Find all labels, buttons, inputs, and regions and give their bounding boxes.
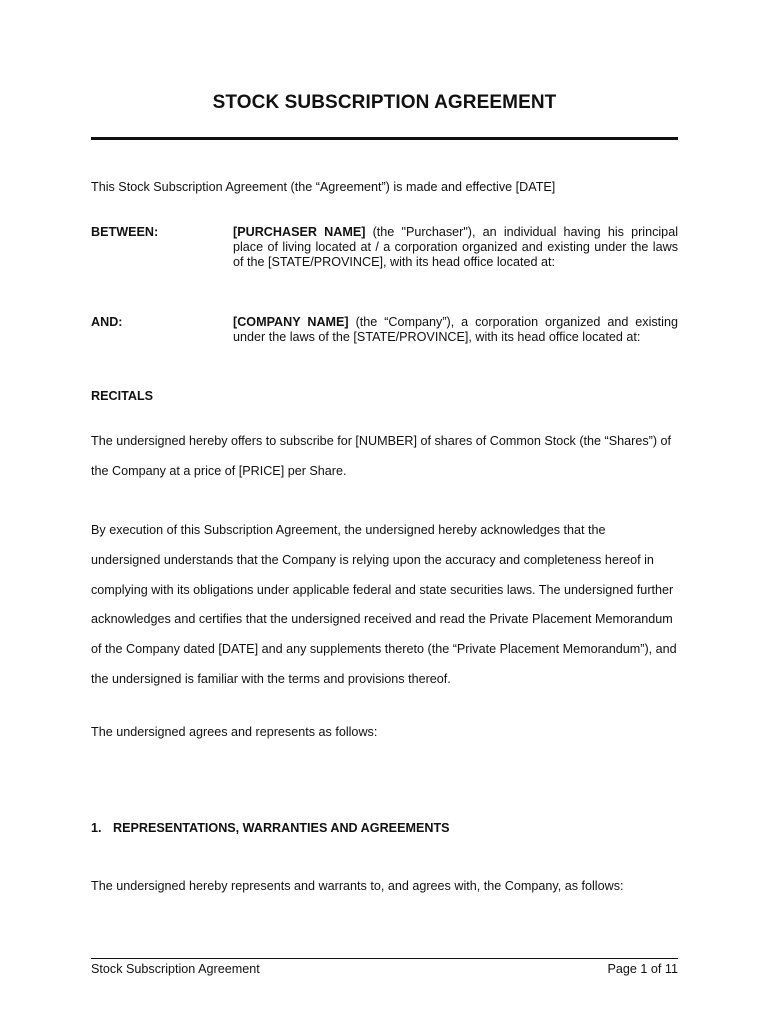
footer-document-name: Stock Subscription Agreement <box>91 962 260 976</box>
purchaser-name-placeholder: [PURCHASER NAME] <box>233 225 366 239</box>
recitals-paragraph-2: By execution of this Subscription Agreement, the undersigned hereby acknowledges that the undersigned understands that the Company is relying upon the accuracy and completeness hereof in complying with its obligations under applicable federal and state securities laws. The undersigned further acknowledges and certifies that the undersigned received and read the Private Placement Memorandum of the Company dated [DATE] and any supplements thereto (the “Private Placement Memorandum”), and the undersigned is familiar with the terms and provisions thereof. <box>91 523 677 686</box>
recitals-paragraph-3: The undersigned agrees and represents as follows: <box>91 725 378 739</box>
company-name-placeholder: [COMPANY NAME] <box>233 315 349 329</box>
section-1-paragraph: The undersigned hereby represents and warrants to, and agrees with, the Company, as follows: <box>91 879 624 893</box>
between-label: BETWEEN: <box>91 225 159 239</box>
document-title: STOCK SUBSCRIPTION AGREEMENT <box>212 92 557 113</box>
company-text: (the “Company”), a corporation organized and existing under the laws of the [STATE/PROVINCE], with its head office located at: <box>233 315 678 344</box>
intro-paragraph: This Stock Subscription Agreement (the “Agreement”) is made and effective [DATE] <box>91 180 556 194</box>
section-1-title: REPRESENTATIONS, WARRANTIES AND AGREEMENTS <box>113 821 450 835</box>
footer-page-number: Page 1 of 11 <box>607 962 678 976</box>
section-1-number: 1. <box>91 821 102 835</box>
title-divider <box>91 137 678 140</box>
purchaser-description <box>233 225 678 270</box>
recitals-heading: RECITALS <box>91 389 154 403</box>
company-description <box>233 315 678 345</box>
and-label: AND: <box>91 315 123 329</box>
purchaser-text: (the "Purchaser"), an individual having his principal place of living located at / a corporation organized and existing under the laws of the [STATE/PROVINCE], with its head office located at: <box>233 225 678 269</box>
section-1-heading <box>91 821 678 836</box>
recitals-paragraph-1: The undersigned hereby offers to subscribe for [NUMBER] of shares of Common Stock (the “Shares”) of the Company at a price of [PRICE] per Share. <box>91 434 672 478</box>
footer-divider <box>91 958 678 959</box>
